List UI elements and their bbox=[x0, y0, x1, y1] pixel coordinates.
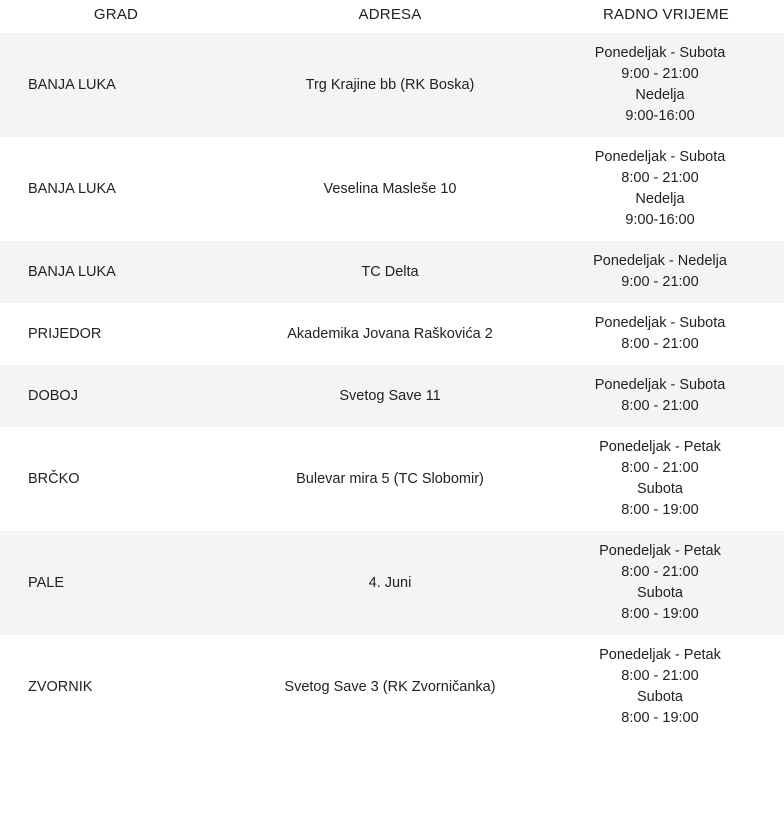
table-row bbox=[0, 303, 784, 365]
cell-hours bbox=[548, 427, 784, 531]
cell-address: Svetog Save 3 (RK Zvorničanka) bbox=[284, 678, 496, 695]
hours-line: Nedelja bbox=[635, 87, 685, 103]
column-header-address: ADRESA bbox=[232, 0, 548, 33]
cell-city: BANJA LUKA bbox=[28, 180, 116, 197]
cell-city: BANJA LUKA bbox=[28, 263, 116, 280]
hours-line: 9:00 - 21:00 bbox=[621, 274, 699, 290]
hours-line: 8:00 - 19:00 bbox=[621, 606, 699, 622]
hours-line: Subota bbox=[637, 689, 683, 705]
cell-address: Svetog Save 11 bbox=[339, 387, 441, 404]
cell-address: Bulevar mira 5 (TC Slobomir) bbox=[296, 470, 484, 487]
column-header-city: GRAD bbox=[0, 0, 232, 33]
table-row bbox=[0, 427, 784, 531]
hours-line: Ponedeljak - Subota bbox=[594, 45, 726, 61]
cell-hours bbox=[548, 241, 784, 303]
hours-line: Subota bbox=[637, 481, 683, 497]
hours-line: Ponedeljak - Petak bbox=[599, 439, 721, 455]
cell-city: PRIJEDOR bbox=[28, 325, 102, 342]
hours-line: Subota bbox=[637, 585, 683, 601]
cell-hours bbox=[548, 33, 784, 137]
table-header-row bbox=[0, 0, 784, 33]
cell-hours bbox=[548, 531, 784, 635]
hours-line: Ponedeljak - Subota bbox=[594, 315, 726, 331]
cell-city: PALE bbox=[28, 574, 65, 591]
hours-line: 8:00 - 19:00 bbox=[621, 502, 699, 518]
cell-hours bbox=[548, 365, 784, 427]
hours-line: Ponedeljak - Nedelja bbox=[593, 253, 727, 269]
cell-city: DOBOJ bbox=[28, 387, 78, 404]
table-body bbox=[0, 33, 784, 739]
cell-city: ZVORNIK bbox=[28, 678, 93, 695]
hours-line: 9:00 - 21:00 bbox=[621, 66, 699, 82]
table-row bbox=[0, 241, 784, 303]
cell-address: Trg Krajine bb (RK Boska) bbox=[305, 76, 475, 93]
cell-address: 4. Juni bbox=[368, 574, 412, 591]
hours-line: 8:00 - 21:00 bbox=[621, 564, 699, 580]
hours-line: 8:00 - 21:00 bbox=[621, 460, 699, 476]
hours-line: 8:00 - 21:00 bbox=[621, 336, 699, 352]
hours-line: 9:00-16:00 bbox=[625, 212, 695, 228]
cell-hours bbox=[548, 137, 784, 241]
table-row bbox=[0, 33, 784, 137]
hours-line: Nedelja bbox=[635, 191, 685, 207]
hours-line: Ponedeljak - Subota bbox=[594, 149, 726, 165]
hours-line: Ponedeljak - Petak bbox=[599, 543, 721, 559]
cell-city: BRČKO bbox=[28, 470, 80, 487]
cell-address: TC Delta bbox=[361, 263, 419, 280]
cell-address: Akademika Jovana Raškovića 2 bbox=[287, 325, 493, 342]
hours-line: 8:00 - 21:00 bbox=[621, 668, 699, 684]
column-header-hours: RADNO VRIJEME bbox=[548, 0, 784, 33]
hours-line: Ponedeljak - Subota bbox=[594, 377, 726, 393]
hours-line: 8:00 - 21:00 bbox=[621, 170, 699, 186]
cell-address: Veselina Masleše 10 bbox=[323, 180, 457, 197]
table-row bbox=[0, 635, 784, 739]
hours-line: Ponedeljak - Petak bbox=[599, 647, 721, 663]
table-header bbox=[0, 0, 784, 33]
table-row bbox=[0, 365, 784, 427]
hours-line: 8:00 - 19:00 bbox=[621, 710, 699, 726]
hours-line: 8:00 - 21:00 bbox=[621, 398, 699, 414]
table-row bbox=[0, 137, 784, 241]
cell-hours bbox=[548, 303, 784, 365]
cell-city: BANJA LUKA bbox=[28, 76, 116, 93]
table-row bbox=[0, 531, 784, 635]
hours-line: 9:00-16:00 bbox=[625, 108, 695, 124]
cell-hours bbox=[548, 635, 784, 739]
